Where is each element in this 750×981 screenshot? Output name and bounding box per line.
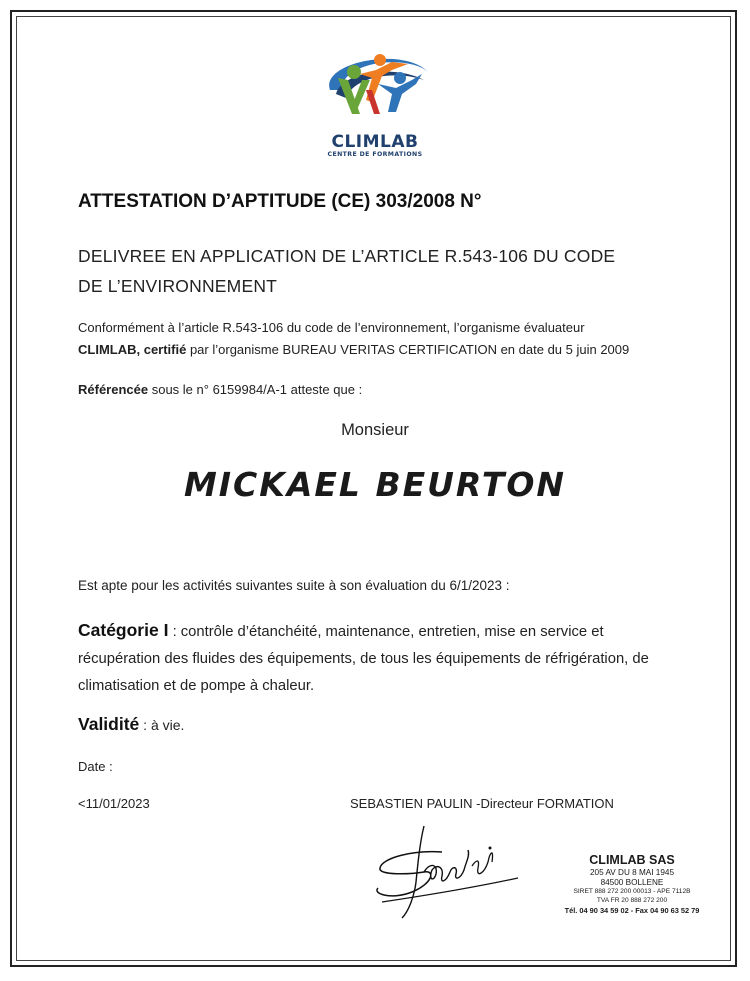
logo-name: CLIMLAB [331, 132, 419, 152]
category-line-1-text: : contrôle d’étanchéité, maintenance, entretien, mise en service et [168, 624, 604, 640]
intro-paragraph [78, 317, 629, 361]
stamp-company-name: CLIMLAB SAS [589, 853, 675, 867]
company-stamp [548, 853, 716, 916]
intro-line-2 [78, 339, 629, 361]
stamp-address-2: 84500 BOLLENE [600, 878, 664, 887]
category-line-3: climatisation et de pompe à chaleur. [78, 678, 315, 694]
category-paragraph [78, 617, 649, 700]
validity-label: Validité [78, 714, 140, 734]
climlab-logo-icon [312, 50, 438, 132]
salutation: Monsieur [341, 421, 409, 439]
subtitle-line-1: DELIVREE EN APPLICATION DE L’ARTICLE R.543-106 DU CODE [78, 246, 616, 266]
reference-rest: sous le n° 6159984/A-1 atteste que : [148, 382, 363, 397]
aptitude-statement: Est apte pour les activités suivantes suite à son évaluation du 6/1/2023 : [78, 578, 510, 593]
date-value: <11/01/2023 [78, 796, 150, 811]
stamp-tva: TVA FR 20 888 272 200 [596, 896, 668, 904]
subtitle-line-2: DE L’ENVIRONNEMENT [78, 276, 278, 296]
stamp-address-1: 205 AV DU 8 MAI 1945 [589, 868, 675, 877]
signature-icon [372, 822, 522, 922]
reference-label: Référencée [78, 382, 149, 397]
stamp-siret: SIRET 888 272 200 00013 - APE 7112B [573, 888, 691, 895]
reference-line [78, 382, 362, 397]
category-label: Catégorie I [78, 620, 169, 640]
document-subtitle [78, 241, 615, 301]
recipient-name: MICKAEL BEURTON [183, 465, 567, 504]
signer-name: SEBASTIEN PAULIN -Directeur FORMATION [350, 796, 614, 811]
intro-line-2-rest: par l’organisme BUREAU VERITAS CERTIFICATION en date du 5 juin 2009 [186, 342, 630, 357]
document-title: ATTESTATION D’APTITUDE (CE) 303/2008 N° [78, 191, 482, 212]
category-line-2: récupération des fluides des équipements, de tous les équipements de réfrigération, de [78, 651, 649, 667]
validity-value: : à vie. [139, 717, 185, 733]
logo-subtitle: CENTRE DE FORMATIONS [327, 151, 423, 158]
stamp-phone: Tél. 04 90 34 59 02 - Fax 04 90 63 52 79 [564, 906, 700, 915]
climlab-logo [312, 50, 438, 162]
date-label: Date : [78, 759, 113, 774]
intro-line-1: Conformément à l’article R.543-106 du code de l’environnement, l’organisme évaluateur [78, 320, 585, 335]
category-line-1 [78, 617, 649, 646]
validity-line [78, 714, 184, 735]
intro-org: CLIMLAB, certifié [78, 342, 187, 357]
